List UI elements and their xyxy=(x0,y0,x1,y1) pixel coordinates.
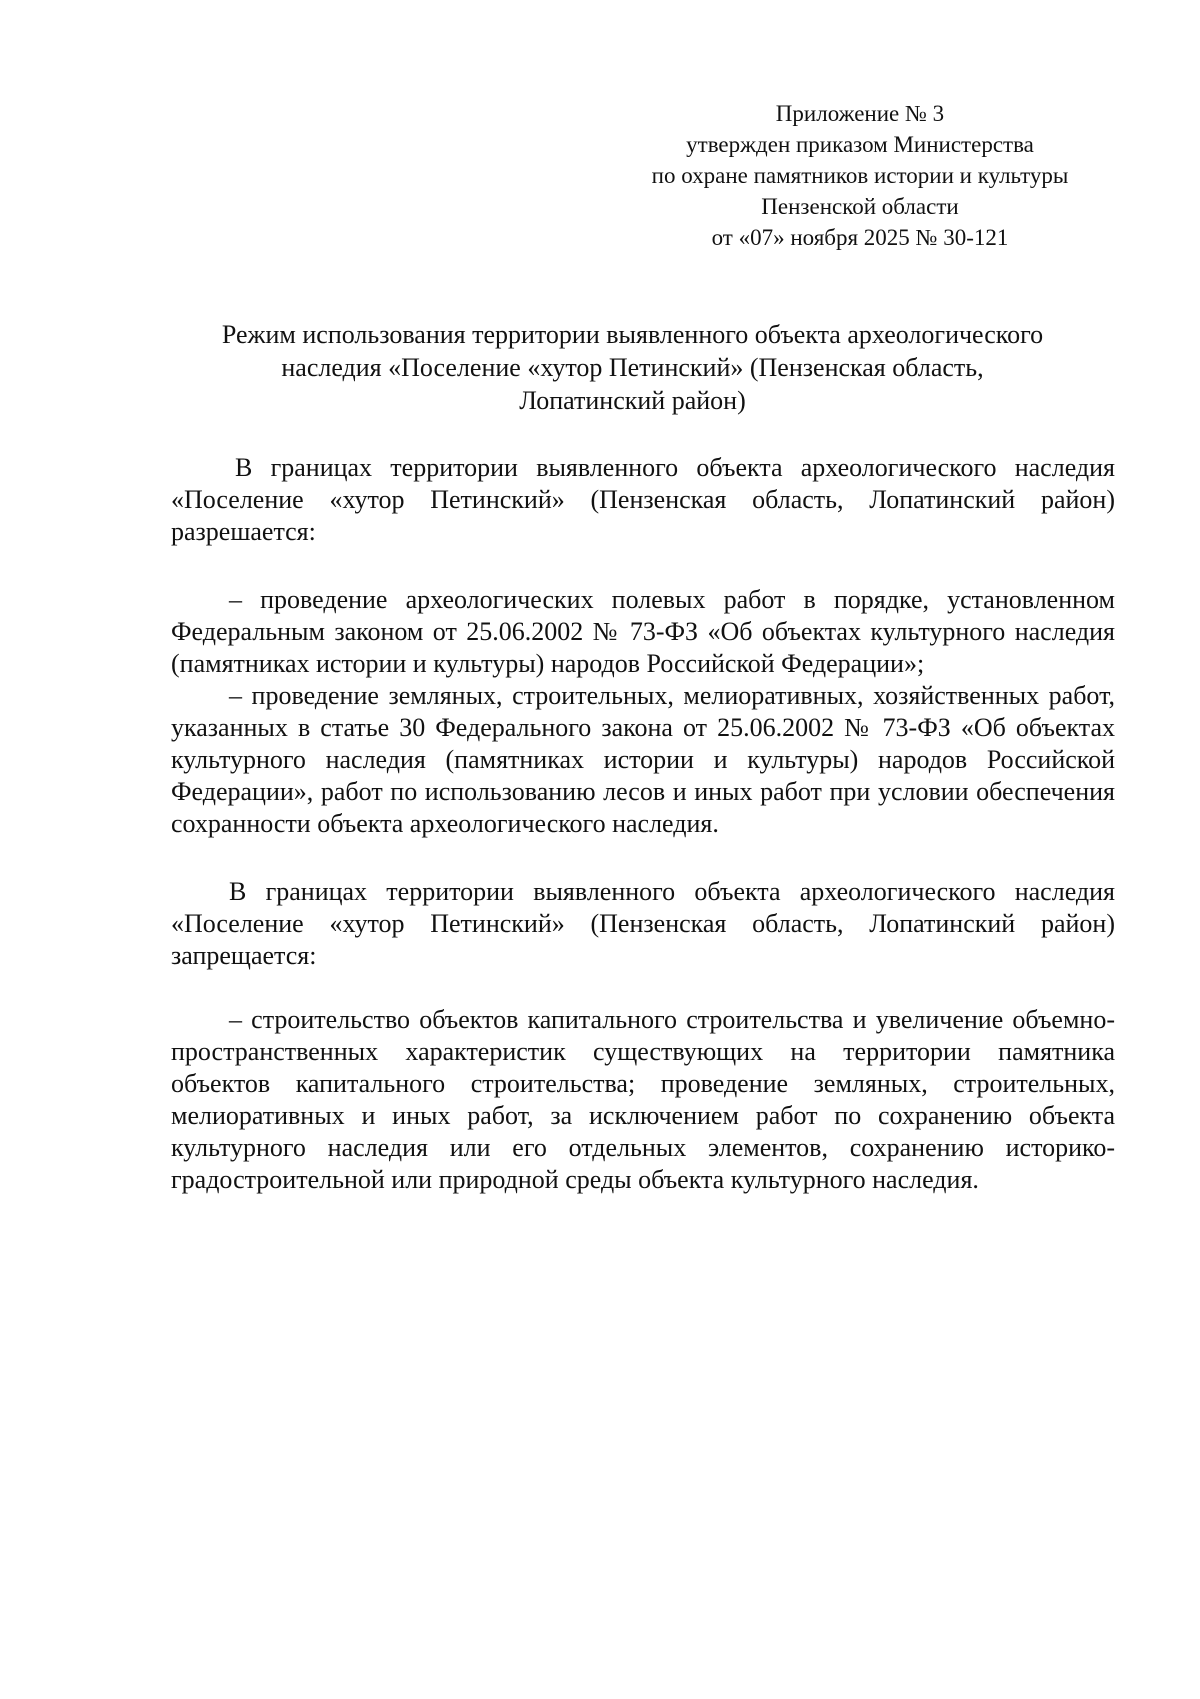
order-date-line: от «07» ноября 2025 № 30-121 xyxy=(711,225,1009,250)
allowed-intro-paragraph: В границах территории выявленного объекта археологического наследия «Поселение «хутор Петинский» (Пензенская область, Лопатинский район) разрешается: xyxy=(171,453,1115,546)
title-line: Режим использования территории выявленного объекта археологического xyxy=(221,320,1044,349)
allowed-item: – проведение земляных, строительных, мелиоративных, хозяйственных работ, указанных в статье 30 Федерального закона от 25.06.2002 № 73-ФЗ «Об объектах культурного наследия (памятниках истории и культуры) народов Российской Федерации», работ по использованию лесов и иных работ при условии обеспечения сохранности объекта археологического наследия. xyxy=(171,681,1115,838)
title-line: Лопатинский район) xyxy=(519,386,746,415)
title-line: наследия «Поселение «хутор Петинский» (Пензенская область, xyxy=(281,353,984,382)
appendix-number: Приложение № 3 xyxy=(775,101,945,126)
forbidden-item: – строительство объектов капитального строительства и увеличение объемно-пространственных характеристик существующих на территории памятника объектов капитального строительства; проведение земляных, строительных, мелиоративных и иных работ, за исключением работ по сохранению объекта культурного наследия или его отдельных элементов, сохранению историко-градостроительной или природной среды объекта культурного наследия. xyxy=(171,1005,1115,1194)
region-line: Пензенской области xyxy=(761,194,959,219)
document-title xyxy=(170,318,1095,417)
forbidden-intro-paragraph: В границах территории выявленного объекта археологического наследия «Поселение «хутор Петинский» (Пензенская область, Лопатинский район) запрещается: xyxy=(171,877,1115,970)
approval-line: утвержден приказом Министерства xyxy=(686,132,1034,157)
allowed-item: – проведение археологических полевых работ в порядке, установленном Федеральным законом от 25.06.2002 № 73-ФЗ «Об объектах культурного наследия (памятниках истории и культуры) народов Российской Федерации»; xyxy=(171,585,1115,678)
ministry-line: по охране памятников истории и культуры xyxy=(651,163,1069,188)
appendix-header xyxy=(600,98,1120,253)
